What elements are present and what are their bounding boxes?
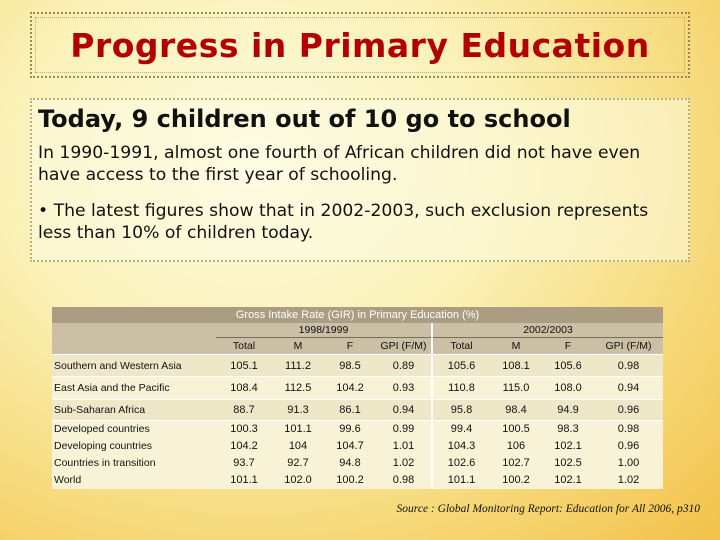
column-header: Total <box>432 338 490 355</box>
table-cell: 1.01 <box>392 440 415 452</box>
table-cell: 98.3 <box>557 423 579 435</box>
header-empty-2 <box>52 338 216 355</box>
table-cell: 100.3 <box>230 423 258 435</box>
table-cell: 101.1 <box>230 474 258 486</box>
table-cell: 102.7 <box>502 457 530 469</box>
table-cell: 94.9 <box>542 400 594 421</box>
table-cell: 0.94 <box>376 400 432 421</box>
period-2002-2003: 2002/2003 <box>432 323 663 338</box>
table-cell: 102.6 <box>447 457 476 469</box>
table-cell: 108.0 <box>542 377 594 400</box>
row-label: Countries in transition <box>54 457 156 469</box>
table-cell: 1.00 <box>617 457 640 469</box>
table-cell: 104.2 <box>230 440 258 452</box>
table-cell: 1.02 <box>392 457 415 469</box>
source-citation: Source : Global Monitoring Report: Education for All 2006, p310 <box>396 503 700 515</box>
table-cell-group <box>376 421 432 490</box>
subtitle: Today, 9 children out of 10 go to school <box>38 105 571 133</box>
column-header: F <box>324 338 376 355</box>
table-cell: 0.96 <box>617 440 640 452</box>
table-cell: 99.4 <box>450 423 473 435</box>
table-cell: 102.0 <box>284 474 312 486</box>
table-cell: 0.98 <box>617 423 640 435</box>
row-label: Southern and Western Asia <box>52 355 216 377</box>
table-cell: 104.2 <box>324 377 376 400</box>
table-cell: 102.5 <box>554 457 582 469</box>
table-cell-group <box>324 421 376 490</box>
table-cell: 0.93 <box>376 377 432 400</box>
table-cell: 100.2 <box>502 474 530 486</box>
text-box <box>30 98 690 262</box>
table-cell: 108.1 <box>490 355 542 377</box>
table-cell: 106 <box>506 440 526 452</box>
column-header: Total <box>216 338 272 355</box>
table-cell: 102.1 <box>554 440 582 452</box>
table-cell: 105.6 <box>432 355 490 377</box>
table-cell: 1.02 <box>617 474 640 486</box>
table-row-group <box>52 421 663 490</box>
table-cell: 92.7 <box>287 457 309 469</box>
table-cell-group <box>272 421 324 490</box>
table-cell: 110.8 <box>432 377 490 400</box>
page-title: Progress in Primary Education <box>70 25 650 65</box>
table-cell: 104.7 <box>336 440 364 452</box>
table-cell-group <box>490 421 542 490</box>
table-row <box>52 400 663 421</box>
table-cell: 0.96 <box>594 400 663 421</box>
row-label: Developing countries <box>54 440 153 452</box>
table-row <box>52 377 663 400</box>
table-cell: 86.1 <box>324 400 376 421</box>
header-empty <box>52 323 216 338</box>
table-cell: 95.8 <box>432 400 490 421</box>
table-cell-group <box>432 421 490 490</box>
table-cell: 111.2 <box>272 355 324 377</box>
table-cell: 104.3 <box>447 440 476 452</box>
table-cell-group <box>216 421 272 490</box>
gir-table <box>52 307 663 490</box>
table-cell: 101.1 <box>284 423 312 435</box>
table-cell: 91.3 <box>272 400 324 421</box>
table-cell: 0.89 <box>376 355 432 377</box>
table-cell: 0.94 <box>594 377 663 400</box>
table-cell: 115.0 <box>490 377 542 400</box>
table-cell: 88.7 <box>216 400 272 421</box>
period-1998-1999: 1998/1999 <box>216 323 432 338</box>
row-label: World <box>54 474 82 486</box>
column-header: M <box>272 338 324 355</box>
title-box <box>30 12 690 78</box>
table-cell-group <box>594 421 663 490</box>
paragraph-2: • The latest figures show that in 2002-2003, such exclusion represents less than 10% of children today. <box>38 201 649 243</box>
table-cell: 105.6 <box>542 355 594 377</box>
table-cell: 98.5 <box>324 355 376 377</box>
table-cell: 112.5 <box>272 377 324 400</box>
table-cell: 93.7 <box>233 457 255 469</box>
column-header: F <box>542 338 594 355</box>
row-label: Sub-Saharan Africa <box>52 400 216 421</box>
table-cell: 98.4 <box>490 400 542 421</box>
paragraph-1: In 1990-1991, almost one fourth of African children did not have even have access to the first year of schooling. <box>38 143 641 185</box>
table-cell-group <box>542 421 594 490</box>
table-cell: 101.1 <box>447 474 476 486</box>
table-title: Gross Intake Rate (GIR) in Primary Education (%) <box>52 307 663 323</box>
table-cell: 104 <box>288 440 308 452</box>
row-label: Developed countries <box>54 423 150 435</box>
column-header: GPI (F/M) <box>376 338 432 355</box>
table-cell: 102.1 <box>554 474 582 486</box>
table-cell: 100.2 <box>336 474 364 486</box>
table-cell: 99.6 <box>339 423 361 435</box>
column-header: M <box>490 338 542 355</box>
row-label-group <box>52 421 216 490</box>
table-cell: 0.99 <box>392 423 415 435</box>
row-label: East Asia and the Pacific <box>52 377 216 400</box>
table-cell: 0.98 <box>392 474 415 486</box>
table-cell: 100.5 <box>502 423 530 435</box>
table-row <box>52 355 663 377</box>
table-cell: 94.8 <box>339 457 361 469</box>
table-cell: 108.4 <box>216 377 272 400</box>
column-header: GPI (F/M) <box>594 338 663 355</box>
table-cell: 105.1 <box>216 355 272 377</box>
table-cell: 0.98 <box>594 355 663 377</box>
